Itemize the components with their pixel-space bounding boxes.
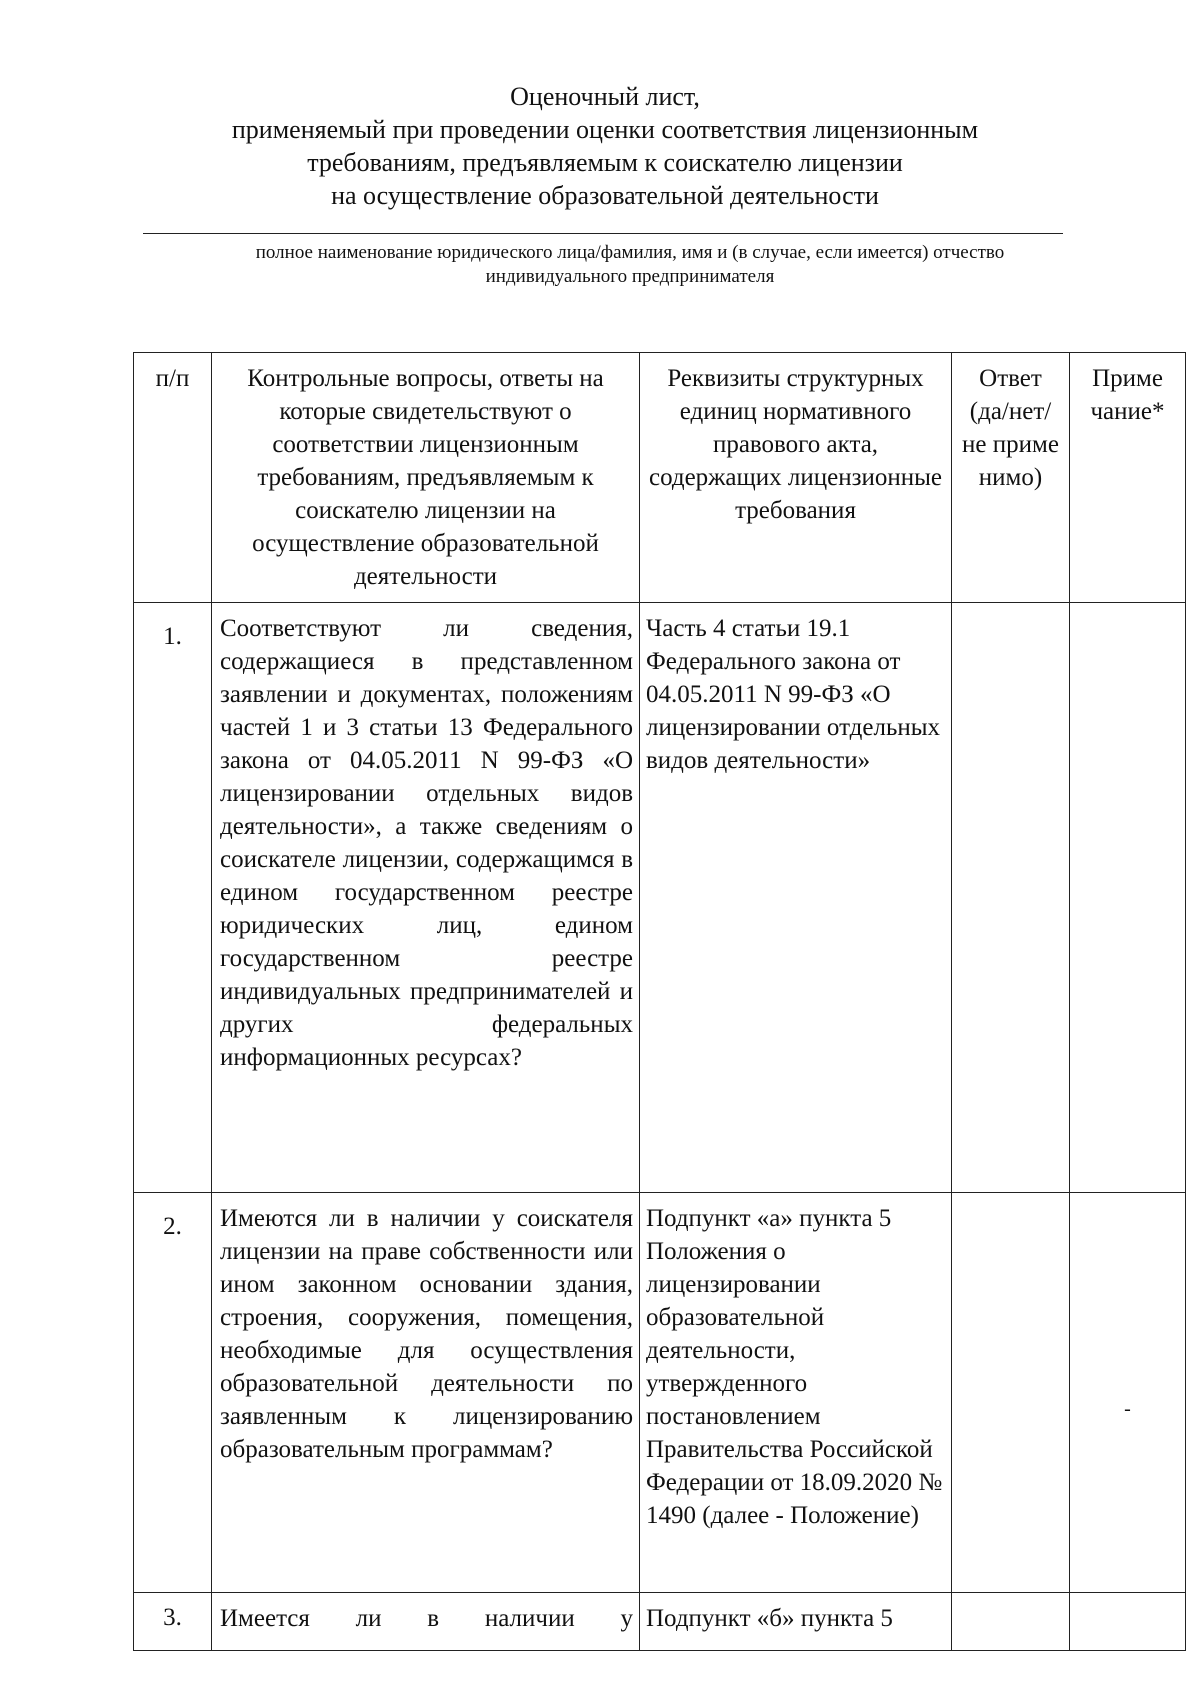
row-note-cell[interactable] [1070,1193,1186,1593]
table-row [134,1593,1186,1651]
column-header-number: п/п [134,353,212,603]
column-header-reference: Реквизиты структурных единиц нормативного правового акта, содержащих лицензионные требования [640,353,952,603]
row-answer-cell[interactable] [952,603,1070,1193]
column-header-question: Контрольные вопросы, ответы на которые свидетельствуют о соответствии лицензионным требованиям, предъявляемым к соискателю лицензии на осуществление образовательной деятельности [212,353,640,603]
row-note-cell[interactable] [1070,1593,1186,1651]
name-blank-line [143,233,1063,234]
row-number: 1. [134,603,212,1193]
title-line: на осуществление образовательной деятельности [331,181,879,210]
title-line: применяемый при проведении оценки соответствия лицензионным [231,115,979,144]
row-note-cell[interactable] [1070,603,1186,1193]
table-row [134,1193,1186,1593]
document-title [140,80,1070,212]
row-reference: Подпункт «а» пункта 5 Положения о лицензировании образовательной деятельности, утвержденного постановлением Правительства Российской Федерации от 18.09.2020 № 1490 (далее - Положение) [640,1193,952,1593]
row-answer-cell[interactable] [952,1193,1070,1593]
column-header-answer: Ответ (да/нет/ не приме нимо) [952,353,1070,603]
row-number: 3. [134,1593,212,1651]
row-reference: Подпункт «б» пункта 5 [640,1593,952,1651]
evaluation-table [133,352,1186,1651]
note-dash: - [1124,1398,1131,1420]
row-question: Имеются ли в наличии у соискателя лицензии на праве собственности или ином законном основании здания, строения, сооружения, помещения, необходимые для осуществления образовательной деятельности по заявленным к лицензированию образовательным программам? [212,1193,640,1593]
name-blank-caption: полное наименование юридического лица/фамилия, имя и (в случае, если имеется) отчество индивидуального предпринимателя [255,242,1005,287]
title-line: Оценочный лист, [510,82,700,111]
row-reference: Часть 4 статьи 19.1 Федерального закона от 04.05.2011 N 99-ФЗ «О лицензировании отдельных видов деятельности» [640,603,952,1193]
row-question: Соответствуют ли сведения, содержащиеся в представленном заявлении и документах, положениям частей 1 и 3 статьи 13 Федерального закона от 04.05.2011 N 99-ФЗ «О лицензировании отдельных видов деятельности», а также сведениям о соискателе лицензии, содержащимся в едином государственном реестре юридических лиц, едином государственном реестре индивидуальных предпринимателей и других федеральных информационных ресурсах? [212,603,640,1193]
table-header-row [134,353,1186,603]
row-number: 2. [134,1193,212,1593]
row-answer-cell[interactable] [952,1593,1070,1651]
title-line: требованиям, предъявляемым к соискателю лицензии [307,148,903,177]
column-header-note: Приме чание* [1070,353,1186,603]
table-row [134,603,1186,1193]
row-question: Имеется ли в наличии у [212,1593,640,1651]
